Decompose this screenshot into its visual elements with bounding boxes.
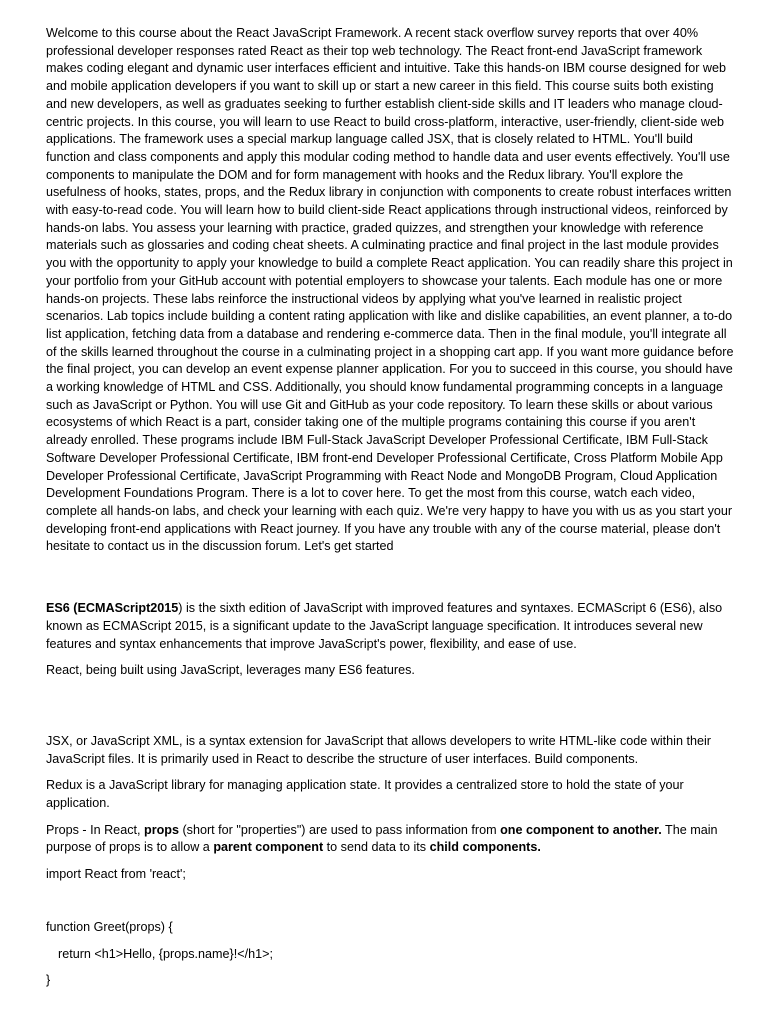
- props-text-1: Props - In React,: [46, 822, 144, 837]
- spacer: [46, 689, 734, 733]
- spacer: [46, 893, 734, 919]
- spacer: [46, 556, 734, 600]
- props-text-4: to send data to its: [323, 840, 430, 855]
- code-import-line: import React from 'react';: [46, 867, 186, 882]
- code-close-brace: }: [46, 973, 51, 988]
- props-bold-3: child components.: [429, 840, 541, 855]
- es6-paragraph: [46, 600, 734, 653]
- code-return-line: return <h1>Hello, {props.name}!</h1>;: [58, 946, 273, 961]
- es6-description: ) is the sixth edition of JavaScript with improved features and syntaxes. ECMAScript 6 (ES6), also known as ECMAScript 2015, is a significant update to the JavaScript language specification. It introduces several new features and syntax enhancements that improve JavaScript's power, flexibility, and ease of use.: [46, 601, 723, 651]
- props-bold-1: one component to another.: [500, 822, 662, 837]
- redux-paragraph: Redux is a JavaScript library for managing application state. It provides a centralized store to hold the state of your application.: [46, 778, 684, 811]
- react-es6-paragraph: React, being built using JavaScript, leverages many ES6 features.: [46, 663, 415, 678]
- props-term: props: [144, 822, 179, 837]
- props-text-2: (short for "properties") are used to pass information from: [178, 822, 501, 837]
- es6-term: ES6 (ECMAScript2015: [46, 601, 179, 616]
- code-function-line: function Greet(props) {: [46, 919, 173, 934]
- jsx-paragraph: JSX, or JavaScript XML, is a syntax extension for JavaScript that allows developers to write HTML-like code within their JavaScript files. It is primarily used in React to describe the structure of user interfaces. Build components.: [46, 733, 711, 766]
- props-bold-2: parent component: [213, 840, 324, 855]
- course-intro-paragraph: Welcome to this course about the React JavaScript Framework. A recent stack overflow survey reports that over 40% professional developer responses rated React as their top web technology. The React front-end JavaScript framework makes coding elegant and dynamic user interfaces efficient and intuitive. Take this hands-on IBM course designed for web and mobile application developers if you want to skill up or start a new career in this field. This course suits both existing and new developers, as well as graduates seeking to further establish client-side skills and IT leaders who manage cloud-centric projects. In this course, you will learn to use React to build cross-platform, interactive, user-friendly, client-side web applications. The framework uses a special markup language called JSX, that is closely related to HTML. You'll build function and class components and apply this modular coding method to handle data and user events effectively. You'll use components to manipulate the DOM and for form management with hooks and the Redux library. You'll explore the usefulness of hooks, states, props, and the Redux library in conjunction with components to create robust interfaces written with easy-to-read code. You will learn how to build client-side React applications through instructional videos, reinforced by hands-on labs. You assess your learning with practice, graded quizzes, and strengthen your knowledge with reference materials such as glossaries and coding cheat sheets. A culminating practice and final project in the last module provides you with the opportunity to apply your knowledge to build a complete React application. You can readily share this project in your portfolio from your GitHub account with potential employers to showcase your talents. Each module has one or more hands-on projects. These labs reinforce the instructional videos by applying what you've learned in realistic project scenarios. Lab topics include building a content rating application with like and dislike capabilities, an event planner, a to-do list application, fetching data from a database and rendering e-commerce data. Then in the final module, you'll integrate all of the skills learned throughout the course in a culminating project in a shopping cart app. If you want more guidance before the final project, you can develop an event expense planner application. For you to succeed in this course, you should have a working knowledge of HTML and CSS. Additionally, you should know fundamental programming concepts in a language such as JavaScript or Python. You will use Git and GitHub as your code repository. To learn these skills or about various ecosystems of which React is a part, consider taking one of the multiple programs containing this course if you aren't already enrolled. These programs include IBM Full-Stack JavaScript Developer Professional Certificate, IBM Full-Stack Software Developer Professional Certificate, IBM front-end Developer Professional Certificate, Cross Platform Mobile App Developer Professional Certificate, JavaScript Programming with React Node and MongoDB Program, Cloud Application Development Foundations Program. There is a lot to cover here. To get the most from this course, watch each video, complete all hands-on labs, and check your learning with each quiz. We're very happy to have you with us as you start your developing front-end applications with React journey. If you have any trouble with any of the course material, please don't hesitate to contact us in the discussion forum. Let's get started: [46, 26, 734, 554]
- props-paragraph: [46, 822, 734, 857]
- props-text-3: The main purpose of props is to allow a: [46, 822, 718, 855]
